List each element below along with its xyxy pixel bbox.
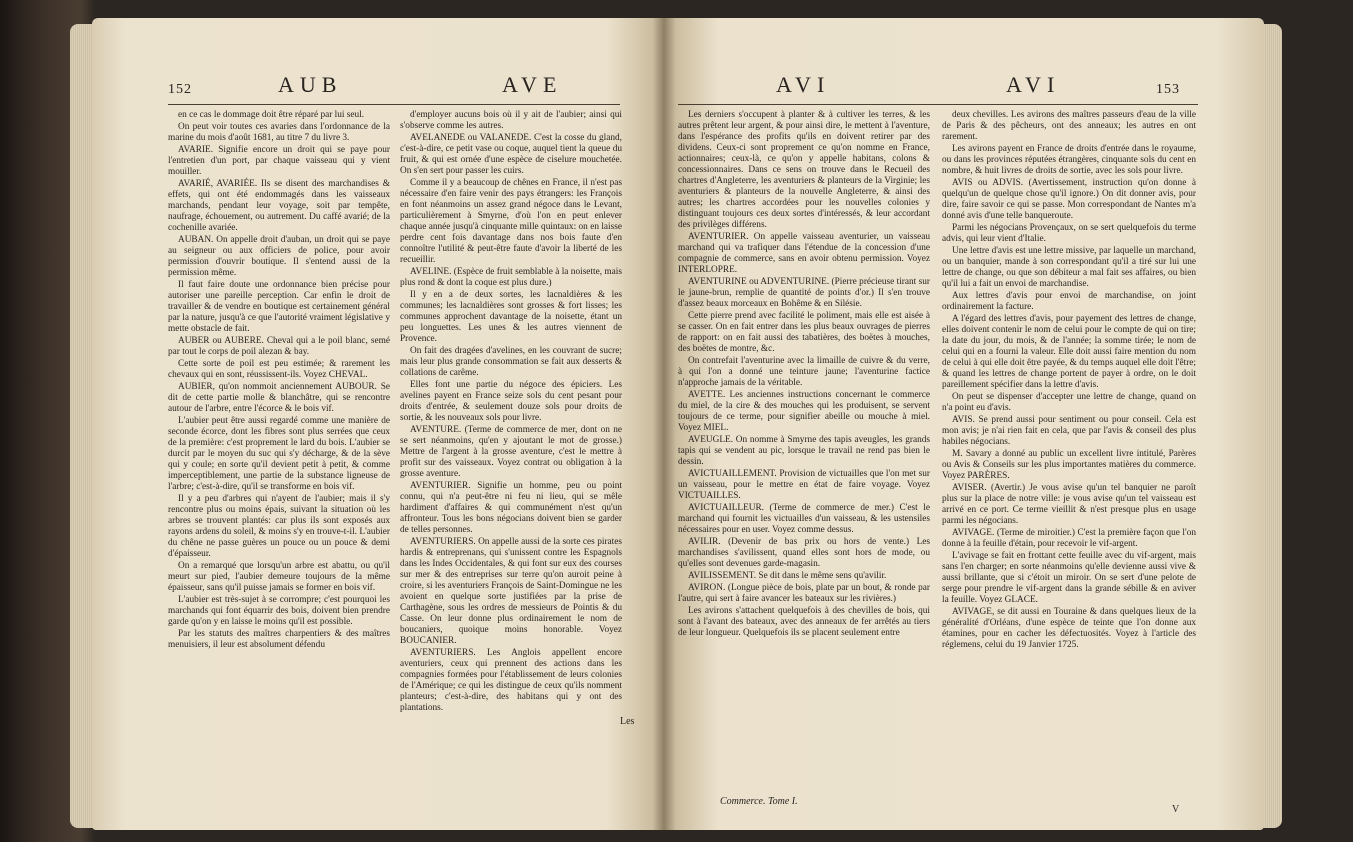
left-page-header xyxy=(92,68,664,108)
page-number: 153 xyxy=(1156,82,1180,97)
paragraph: AUBAN. On appelle droit d'auban, un droit qui se paye au seigneur ou aux officiers de police, pour avoir permission d'ouvrir boutique. Il s'entend aussi de la permission même. xyxy=(168,235,390,278)
paragraph: Les derniers s'occupent à planter & à cultiver les terres, & les autres prêtent leur argent, & pour ainsi dire, le mettent à l'aventure, dans l'espérance des profits qu'ils en doivent retirer par des dividens. Ceux-ci sont proprement ce qu'on nomme en France, actionnaires; ceux-là, ce qu'on y appelle habitans, colons & concessionnaires. Dans ce sens on trouve dans le Recueil des chartres d'Angleterre, les aventuriers & planteurs de la Virginie; les aventuriers & planteurs de la nouvelle Angleterre, & ainsi des autres; les chartres accordées pour les nouvelles colonies y distinguant toujours ces deux sortes d'intéressés, & leur accordant des privilèges différens. xyxy=(678,110,930,230)
paragraph: Cette sorte de poil est peu estimée; & rarement les chevaux qui en sont, réussissent-ils. Voyez CHEVAL. xyxy=(168,359,390,380)
right-page-header xyxy=(664,68,1264,108)
paragraph: AUBER ou AUBERE. Cheval qui a le poil blanc, semé par tout le corps de poil alezan & bay. xyxy=(168,336,390,357)
paragraph: On fait des dragées d'avelines, en les couvrant de sucre; mais leur plus grande consommation se fait aux desserts & collations de carême. xyxy=(400,346,622,378)
paragraph: AVENTURIERS. Les Anglois appellent encore aventuriers, ceux qui prennent des actions dans les compagnies formées pour l'établissement de leurs colonies de l'Amérique; ce qui les distingue de ceux qu'ils nomment planteurs; c'est-à-dire, des habitans qui y ont des plantations. xyxy=(400,648,622,713)
paragraph: Parmi les négocians Provençaux, on se sert quelquefois du terme advis, qui leur vient d'Italie. xyxy=(942,223,1196,244)
paragraph: AVENTURINE ou ADVENTURINE. (Pierre précieuse tirant sur le jaune-brun, remplie de quantité de points d'or.) Il s'en trouve d'assez beaux morceaux en Bohême & en Silésie. xyxy=(678,277,930,309)
paragraph: L'avivage se fait en frottant cette feuille avec du vif-argent, mais sans l'en charger; en sorte néanmoins qu'elle devienne aussi vive & aussi brillante, que si c'étoit un miroir. On se sert d'une pelote de serge pour prendre le vif-argent dans la grande sébille & en aviver la feuille. Voyez GLACE. xyxy=(942,551,1196,605)
paragraph: On peut se dispenser d'accepter une lettre de change, quand on n'a point eu d'avis. xyxy=(942,392,1196,413)
footer-title: Commerce. Tome I. xyxy=(720,796,798,807)
paragraph: AVARIE. Signifie encore un droit qui se paye pour l'entretien d'un port, par chaque vaisseau qui y vient mouiller. xyxy=(168,145,390,177)
paragraph: AVIS ou ADVIS. (Avertissement, instruction qu'on donne à quelqu'un de quelque chose qu'il ignore.) On dit donner avis, pour dire, faire savoir ce qui se passe. Mon correspondant de Nantes m'a donné avis d'une telle banqueroute. xyxy=(942,178,1196,221)
paragraph: deux chevilles. Les avirons des maîtres passeurs d'eau de la ville de Paris & des pêcheurs, ont des anneaux; les autres en ont rarement. xyxy=(942,110,1196,142)
running-head: AVI xyxy=(776,72,831,97)
running-head: AUB xyxy=(278,72,343,97)
page-edges-left xyxy=(70,24,94,828)
header-rule xyxy=(678,104,1198,105)
running-head: AVE xyxy=(502,72,563,97)
paragraph: AVISER. (Avertir.) Je vous avise qu'un tel banquier ne paroît plus sur la place de notre ville: je vous avise qu'un tel vaisseau est arrivé en ce port. Ce terme vieillit & n'est presque plus en usage parmi les négocians. xyxy=(942,483,1196,526)
paragraph: AVICTUAILLEMENT. Provision de victuailles que l'on met sur un vaisseau, pour le mettre en état de faire voyage. Voyez VICTUAILLES. xyxy=(678,469,930,501)
paragraph: AVELANEDE ou VALANEDE. C'est la cosse du gland, c'est-à-dire, ce petit vase ou coque, auquel tient la queue du fruit, & qui est ornée d'une espèce de ciselure mouchetée. On s'en sert pour passer les cuirs. xyxy=(400,133,622,176)
paragraph: A l'égard des lettres d'avis, pour payement des lettres de change, elles doivent contenir le nom de celui pour le compte de qui on tire; la date du jour, du mois, & de l'année; la somme tirée; le nom de celui qui en a fourni la valeur. Elle doit aussi faire mention du nom de celui à qui elle doit être payée, & du temps auquel elle doit l'être; & quand les lettres de change portent de payer à ordre, on le doit pareillement spécifier dans la lettre d'avis. xyxy=(942,314,1196,390)
paragraph: AVEUGLE. On nomme à Smyrne des tapis aveugles, les grands tapis qui se vendent au pic, lorsque le travail ne rend pas bien le dessin. xyxy=(678,435,930,467)
paragraph: AVELINE. (Espèce de fruit semblable à la noisette, mais plus rond & dont la coque est plus dure.) xyxy=(400,267,622,288)
paragraph: AVENTURIERS. On appelle aussi de la sorte ces pirates hardis & entreprenans, qui s'unissent contre les Espagnols dans les Indes Occidentales, & qui font sur eux des courses sur mer & des entreprises sur terre qu'on auroit peine à croire, si les aventuriers François de Saint-Domingue ne les avoient en quelque sorte justifiées par la prise de Carthagène, sous les ordres de messieurs de Pointis & du Casse. On leur donne plus ordinairement le nom de boucaniers, quoique moins honorable. Voyez BOUCANIER. xyxy=(400,537,622,646)
header-rule xyxy=(168,104,620,105)
paragraph: AVILIR. (Devenir de bas prix ou hors de vente.) Les marchandises s'avilissent, quand elles sont hors de mode, ou qu'elles sont devenues garde-magasin. xyxy=(678,537,930,569)
paragraph: AVIS. Se prend aussi pour sentiment ou pour conseil. Cela est mon avis; je n'ai rien fait en cela, que par l'avis & conseil des plus habiles négocians. xyxy=(942,415,1196,447)
paragraph: AUBIER, qu'on nommoit anciennement AUBOUR. Se dit de cette partie molle & blanchâtre, qui se rencontre autour de l'arbre, entre l'écorce & le bois vif. xyxy=(168,382,390,414)
paragraph: AVICTUAILLEUR. (Terme de commerce de mer.) C'est le marchand qui fournit les victuailles d'un vaisseau, & les ustensiles nécessaires pour en user. Voyez comme dessus. xyxy=(678,503,930,535)
page-number: 152 xyxy=(168,82,192,97)
paragraph: Par les statuts des maîtres charpentiers & des maîtres menuisiers, il leur est absolument défendu xyxy=(168,629,390,650)
paragraph: Une lettre d'avis est une lettre missive, par laquelle un marchand, ou un banquier, mande à son correspondant qu'il a tiré sur lui une lettre de change, ou que son débiteur a mal fait ses affaires, ou bien qu'il lui a fait un envoi de marchandise. xyxy=(942,246,1196,289)
paragraph: On peut voir toutes ces avaries dans l'ordonnance de la marine du mois d'août 1681, au titre 7 du livre 3. xyxy=(168,122,390,143)
paragraph: AVENTURE. (Terme de commerce de mer, dont on ne se sert néanmoins, qu'en y ajoutant le mot de grosse.) Mettre de l'argent à la grosse aventure, c'est le mettre à profit sur des vaisseaux. Voyez contrat ou obligation à la grosse aventure. xyxy=(400,425,622,479)
running-head: AVI xyxy=(1006,72,1061,97)
paragraph: AVIVAGE, se dit aussi en Touraine & dans quelques lieux de la généralité d'Orléans, d'une espèce de teinte que l'on donne aux étamines, pour en cacher les défectuosités. Voyez à l'article des réglemens, celui du 19 Janvier 1725. xyxy=(942,607,1196,650)
paragraph: L'aubier peut être aussi regardé comme une manière de seconde écorce, dont les fibres sont plus serrées que ceux de la première: c'est proprement le lard du bois. L'aubier se durcit par le moyen du suc qui s'y décharge, & de la sève qui y coule; en sorte qu'il devient petit à petit, & comme imperceptiblement, une partie de la substance ligneuse de l'arbre; c'est-à-dire, qu'il se transforme en bois vif. xyxy=(168,416,390,492)
paragraph: M. Savary a donné au public un excellent livre intitulé, Parères ou Avis & Conseils sur les plus importantes matières du commerce. Voyez PARÈRES. xyxy=(942,449,1196,481)
paragraph: Aux lettres d'avis pour envoi de marchandise, on joint ordinairement la facture. xyxy=(942,291,1196,312)
text-column xyxy=(942,110,1196,800)
right-page xyxy=(664,18,1264,830)
paragraph: Les avirons payent en France de droits d'entrée dans le royaume, ou dans les provinces réputées étrangères, cinquante sols du cent en nombre, & huit livres de droits de sortie, avec les sols pour livre. xyxy=(942,144,1196,176)
paragraph: AVARIÉ, AVARIÉE. Ils se disent des marchandises & effets, qui ont été endommagés dans les vaisseaux marchands, pendant leur voyage, soit par tempête, naufrage, échouement, ou autrement. Du caffé avarié; de la cochenille avariée. xyxy=(168,179,390,233)
paragraph: L'aubier est très-sujet à se corrompre; c'est pourquoi les marchands qui font équarrir des bois, doivent bien prendre garde qu'on y en laisse le moins qu'il est possible. xyxy=(168,595,390,627)
paragraph: Les avirons s'attachent quelquefois à des chevilles de bois, qui sont à l'avant des bateaux, avec des anneaux de fer arrêtés au tiers de leur longueur. Quelquefois ils se placent seulement entre xyxy=(678,606,930,638)
paragraph: On contrefait l'aventurine avec la limaille de cuivre & du verre, à qui l'on a donné une teinture jaune; l'aventurine factice n'approche jamais de la véritable. xyxy=(678,356,930,388)
paragraph: AVIVAGE. (Terme de miroitier.) C'est la première façon que l'on donne à la feuille d'étain, pour recevoir le vif-argent. xyxy=(942,528,1196,549)
paragraph: AVIRON. (Longue pièce de bois, plate par un bout, & ronde par l'autre, qui sert à faire avancer les bateaux sur les rivières.) xyxy=(678,583,930,604)
paragraph: Comme il y a beaucoup de chênes en France, il n'est pas nécessaire d'en faire venir des pays étrangers: les François en font néanmoins un assez grand négoce dans le Levant, particulièrement à Smyrne, d'où l'on en peut enlever chaque année jusqu'à cinquante mille quintaux: on en laisse perdre cent fois davantage dans nos bois faute d'en connoître l'utilité & peut-être faute d'avoir la liberté de les recueillir. xyxy=(400,178,622,265)
page-edges-right xyxy=(1262,24,1282,828)
paragraph: AVENTURIER. Signifie un homme, peu ou point connu, qui n'a peut-être ni feu ni lieu, qui se mêle hardiment d'affaires & qui communément n'est qu'un affronteur. Tous les bons négocians doivent bien se garder de telles personnes. xyxy=(400,481,622,535)
text-column xyxy=(678,110,930,800)
paragraph: Il y a peu d'arbres qui n'ayent de l'aubier; mais il s'y rencontre plus ou moins épais, suivant la situation où les arbres se trouvent plantés: car plus ils sont exposés aux rayons ardens du soleil, & moins s'y en trouve-t-il. L'aubier du chêne ne passe guères un pouce ou un pouce & demi d'épaisseur. xyxy=(168,494,390,559)
paragraph: Cette pierre prend avec facilité le poliment, mais elle est aisée à se casser. On en fait entrer dans les plus beaux ouvrages de pierres de rapport: on en fait aussi des tabatières, des boëtes à mouches, des boëtes de montre, &c. xyxy=(678,311,930,354)
paragraph: Il faut faire doute une ordonnance bien précise pour autoriser une pareille perception. Car enfin le droit de travailler & de vendre en boutique est certainement général par la nature, jusqu'à ce que l'autorité vraiment législative y mette obstacle de fait. xyxy=(168,280,390,334)
text-column xyxy=(168,110,390,810)
catchword: Les xyxy=(620,716,635,727)
paragraph: en ce cas le dommage doit être réparé par lui seul. xyxy=(178,110,365,120)
paragraph: AVETTE. Les anciennes instructions concernant le commerce du miel, de la cire & des mouches qui les produisent, se servent toujours de ce terme, pour signifier abeille ou mouche à miel. Voyez MIEL. xyxy=(678,390,930,433)
paragraph: AVENTURIER. On appelle vaisseau aventurier, un vaisseau marchand qui va trafiquer dans l'étendue de la concession d'une compagnie de commerce, sans en avoir obtenu permission. Voyez INTERLOPRE. xyxy=(678,232,930,275)
paragraph: On a remarqué que lorsqu'un arbre est abattu, ou qu'il meurt sur pied, l'aubier demeure toujours de la même épaisseur, sans qu'il puisse jamais se former en bois vif. xyxy=(168,561,390,593)
paragraph: Elles font une partie du négoce des épiciers. Les avelines payent en France seize sols du cent pesant pour droits d'entrée, & seulement douze sols pour droits de sortie, & les nouveaux sols pour livre. xyxy=(400,380,622,423)
paragraph: Il y en a de deux sortes, les lacnaldières & les communes; les lacnaldières sont grosses & fort lisses; les communes approchent davantage de la noisette, étant un peu longuettes. Les unes & les autres viennent de Provence. xyxy=(400,290,622,344)
signature-mark: V xyxy=(1172,804,1180,815)
paragraph: AVILISSEMENT. Se dit dans le même sens qu'avilir. xyxy=(688,571,887,581)
left-page xyxy=(92,18,664,830)
text-column xyxy=(400,110,622,810)
paragraph: d'employer aucuns bois où il y ait de l'aubier; ainsi qui s'observe comme les autres. xyxy=(400,110,622,131)
